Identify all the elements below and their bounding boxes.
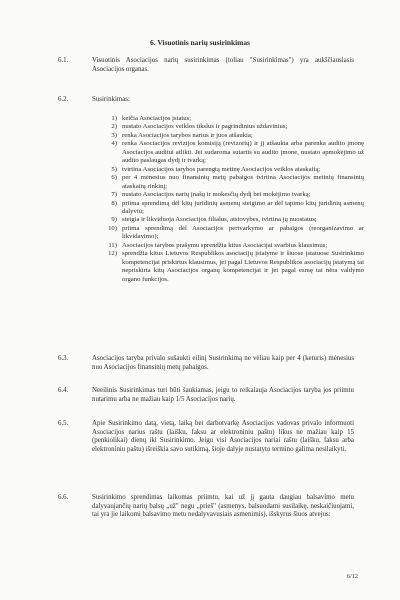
- list-item-text: renka Asociacijos revizijos komisiją (revizorių) ir jį atšaukia arba parenka audito įmonę Asociacijos auditui atlikti. Jei sudaroma sutartis su audito įmone, nustato apmokėjimo už audito paslaugas dydį ir tvarką;: [122, 140, 364, 165]
- list-item-number: 2): [111, 123, 117, 131]
- list-item-number: 4): [111, 140, 117, 148]
- list-item: [102, 115, 364, 123]
- list-item-number: 9): [111, 216, 117, 224]
- section-number: 6.4.: [58, 387, 69, 394]
- list-item-text: nustato Asociacijos veiklos tikslus ir pagrindinius uždavinius;: [122, 123, 288, 131]
- section-number: 6.5.: [58, 420, 69, 427]
- list-item-text: priima sprendimą dėl kitų juridinių asmenų steigimo ar dėl tapimo kitų juridinių asmenų dalyviu;: [122, 199, 364, 215]
- list-item-number: 7): [111, 191, 117, 199]
- list-item: [102, 191, 364, 199]
- section-title: 6. Visuotinis narių susirinkimas: [150, 38, 250, 47]
- list-item-text: renka Asociacijos tarybos narius ir juos atšaukia;: [122, 131, 253, 139]
- list-item: [102, 123, 364, 131]
- list-item-text: keičia Asociacijos įstatus;: [122, 115, 192, 122]
- list-item: [102, 174, 364, 191]
- list-item-number: 12): [108, 250, 117, 258]
- list-item-number: 6): [111, 174, 117, 182]
- list-item: [102, 216, 364, 224]
- list-item-text: steigia ir likviduoja Asociacijos filialus, atstovybes, tvirtina jų nuostatus;: [122, 216, 317, 224]
- section-number: 6.3.: [58, 355, 69, 362]
- section-number: 6.6.: [58, 494, 69, 501]
- list-item-text: sprendžia kitus Lietuvos Respublikos asociacijų įstatyme ir šiuose įstatuose Susirinkimo kompetencijai priskirtus klausimus, jei pagal Lietuvos Respublikos asociacijų įstatymą tai nepriskirta kitų Asociacijos organų kompetencijai ir jei pagal esmę tai nėra valdymo organo funkcijos.: [122, 250, 364, 283]
- list-item: [102, 166, 364, 174]
- list-item-number: 1): [111, 115, 117, 122]
- list-item: [102, 250, 364, 284]
- list-item-number: 10): [108, 224, 117, 232]
- list-item-text: tvirtina Asociacijos tarybos parengtą metinę Asociacijos veiklos ataskaitą;: [122, 165, 321, 173]
- section-text: Asociacijos taryba privalo sušaukti eilinį Susirinkimą ne vėliau kaip per 4 (keturis) mėnesius nuo Asociacijos finansinių metų pabaigos.: [92, 355, 354, 371]
- section-number: 6.2.: [58, 96, 69, 103]
- list-item: [102, 132, 364, 140]
- section-text: Apie Susirinkimo datą, vietą, laiką bei darbotvarkę Asociacijos vadovas privalo informuoti Asociacijos narius raštu (laišku, faksu ar elektroniniu paštu) likus ne mažiau kaip 15 (penkiolikai) dienų iki Susirinkimo. Jeigu visi Asociacijos nariai raštu (laišku, faksu arba elektroniniu paštu) išreiškia savo sutikimą, šioje dalyje nustatyto termino galima nesilaikyti.: [92, 420, 354, 453]
- section-text: Visuotinis Asociacijos narių susirinkimas (toliau "Susirinkimas") yra aukščiausiasis Asociacijos organas.: [92, 57, 354, 73]
- list-item-text: nustato Asociacijos narių įnašų ir mokesčių dydį bei mokėjimo tvarką;: [122, 191, 311, 199]
- list-item-number: 3): [111, 131, 117, 139]
- section-number: 6.1.: [58, 57, 69, 64]
- list-item: [102, 242, 364, 250]
- list-item-number: 5): [111, 165, 117, 173]
- list-item: [102, 225, 364, 242]
- section-text: Susirinkimo sprendimas laikomas priimtu, kai už jį gauta daugiau balsavimo metu dalyvaujančių narių balsų „už" negu „prieš" (asmenys, balsuodami susilaikę, neskaičiuojami, tai yra jie laikomi balsavimo metu nedalyvavusiais asmenimis), išskyrus šiuos atvejus:: [92, 494, 354, 519]
- list-item-text: priima sprendimą dėl Asociacijos pertvarkymo ar pabaigos (reorganizavimo ar likvidavimo);: [122, 224, 364, 241]
- list-item: [102, 200, 364, 217]
- list-item: [102, 140, 364, 165]
- list-item-number: 8): [111, 199, 117, 207]
- list-item-text: per 4 mėnesius nuo finansinių metų pabaigos tvirtina Asociacijos metinių finansinių ataskaitų rinkinį;: [122, 174, 364, 190]
- section-text: Susirinkimas:: [92, 96, 130, 103]
- list-item-text: Asociacijos tarybos prašymu sprendžia kitus Asociacijai svarbius klausimus;: [122, 241, 328, 249]
- page-number: 6/12: [346, 573, 358, 580]
- list-item-number: 11): [108, 241, 117, 249]
- section-text: Neeilinis Susirinkimas turi būti šaukiamas, jeigu to reikalauja Asociacijos taryba jos priimtu nutarimu arba ne mažiau kaip 1/5 Asociacijos narių.: [92, 387, 354, 403]
- powers-list: [102, 115, 364, 284]
